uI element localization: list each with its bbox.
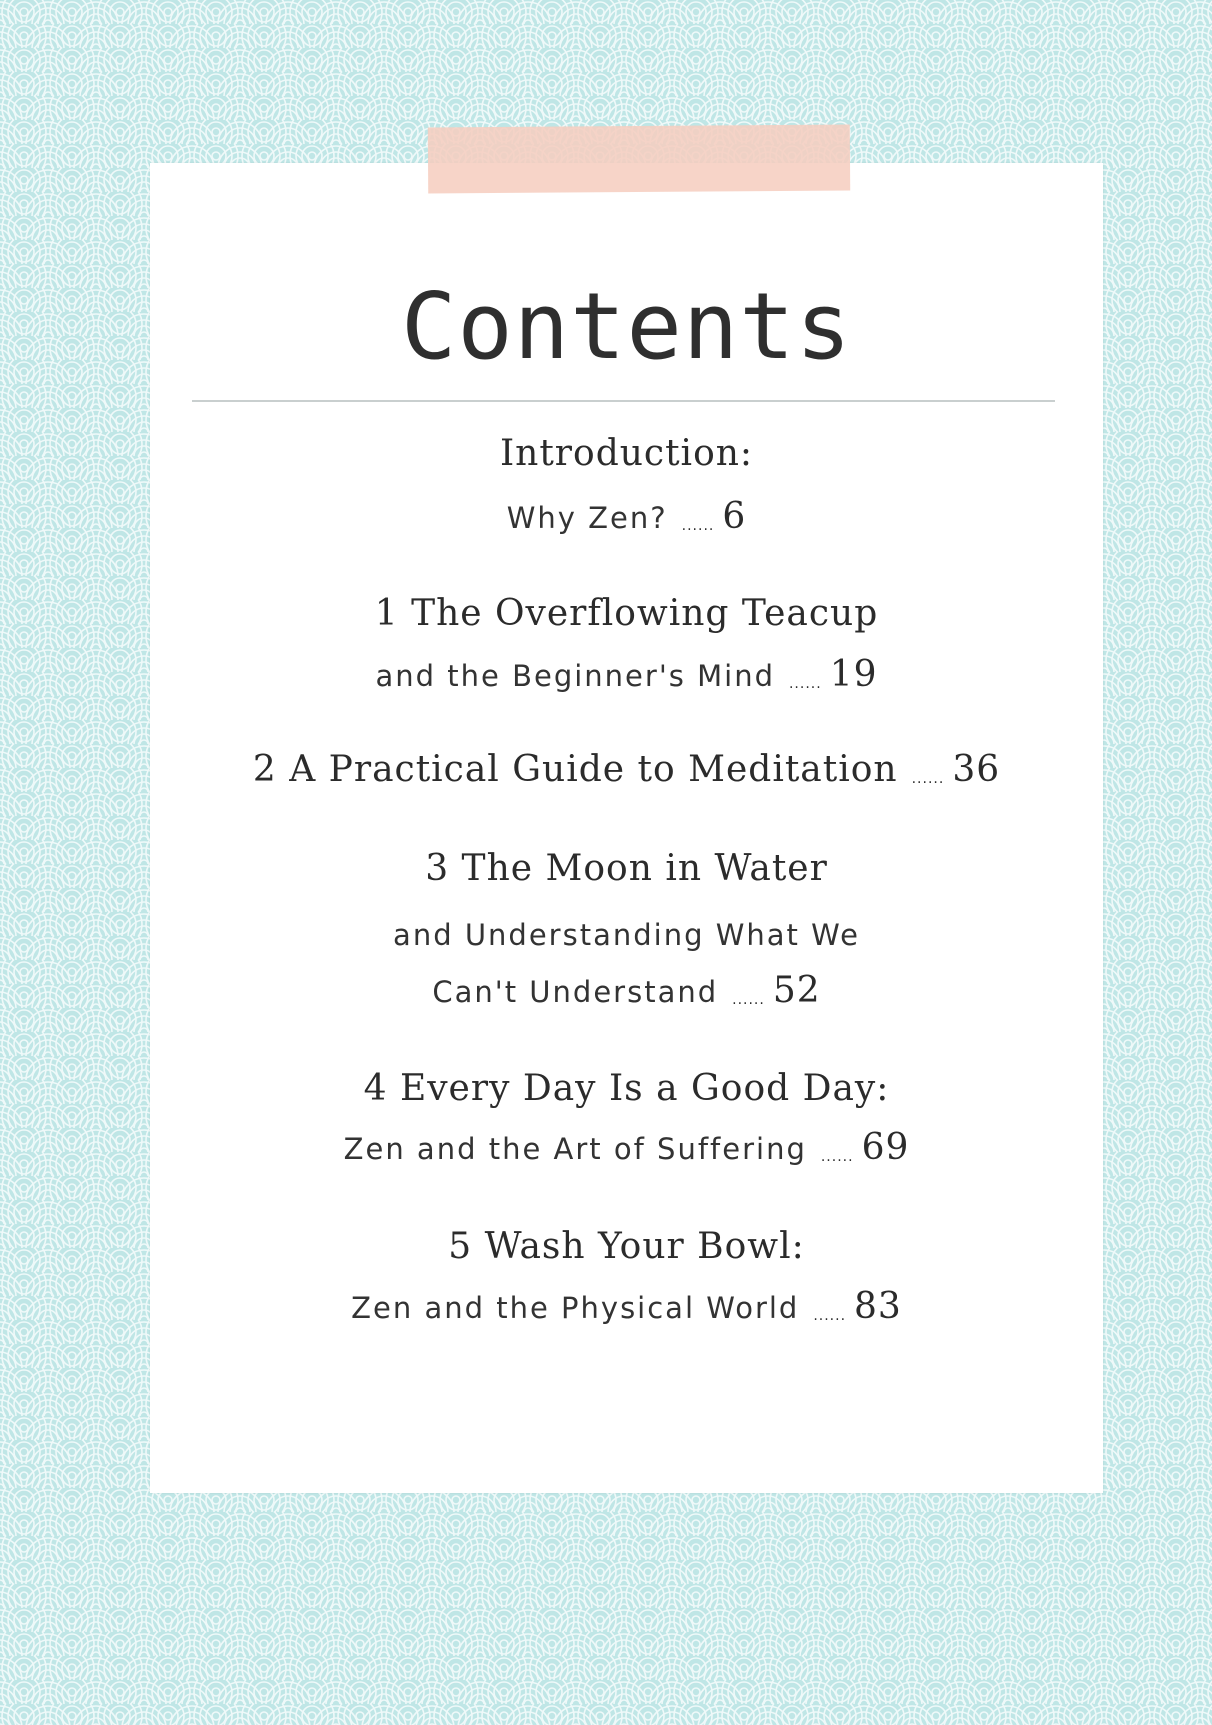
page-number: 6 — [722, 496, 747, 537]
page-title: Contents — [400, 273, 853, 380]
dot-leader: ...... — [732, 992, 765, 1008]
chapter-3-subtitle-line-1: and Understanding What We — [393, 918, 860, 952]
chapter-3-entry[interactable] — [150, 970, 1103, 1011]
contents-card — [150, 163, 1103, 1493]
dot-leader: ...... — [813, 1308, 847, 1324]
introduction-entry[interactable] — [150, 496, 1103, 537]
chapter-5-entry[interactable] — [150, 1286, 1103, 1327]
title-divider — [192, 400, 1055, 402]
chapter-1-subtitle: and the Beginner's Mind — [375, 659, 775, 693]
chapter-5-subtitle: Zen and the Physical World — [351, 1291, 800, 1325]
dot-leader: ...... — [820, 1149, 854, 1165]
chapter-4-entry[interactable] — [150, 1127, 1103, 1168]
page-number: 52 — [772, 970, 821, 1011]
chapter-1-entry[interactable] — [150, 654, 1103, 695]
dot-leader: ...... — [788, 676, 822, 692]
page-number: 19 — [829, 654, 878, 695]
introduction-subtitle: Why Zen? — [506, 501, 668, 535]
chapter-1-heading[interactable]: 1 The Overflowing Teacup — [374, 593, 879, 634]
page-number: 69 — [861, 1127, 910, 1168]
page-number: 83 — [854, 1286, 902, 1327]
chapter-4-heading[interactable]: 4 Every Day Is a Good Day: — [363, 1068, 890, 1109]
chapter-2-entry[interactable] — [150, 749, 1103, 790]
chapter-3-heading[interactable]: 3 The Moon in Water — [425, 848, 828, 889]
page-number: 36 — [952, 749, 1001, 790]
chapter-4-subtitle: Zen and the Art of Suffering — [343, 1132, 807, 1166]
chapter-2-heading: 2 A Practical Guide to Meditation — [252, 749, 898, 790]
chapter-3-subtitle-line-2: Can't Understand — [432, 975, 719, 1009]
chapter-5-heading[interactable]: 5 Wash Your Bowl: — [448, 1226, 805, 1267]
dot-leader: ...... — [681, 518, 715, 534]
introduction-heading: Introduction: — [499, 433, 754, 474]
dot-leader: ...... — [911, 771, 945, 787]
washi-tape — [428, 125, 850, 194]
